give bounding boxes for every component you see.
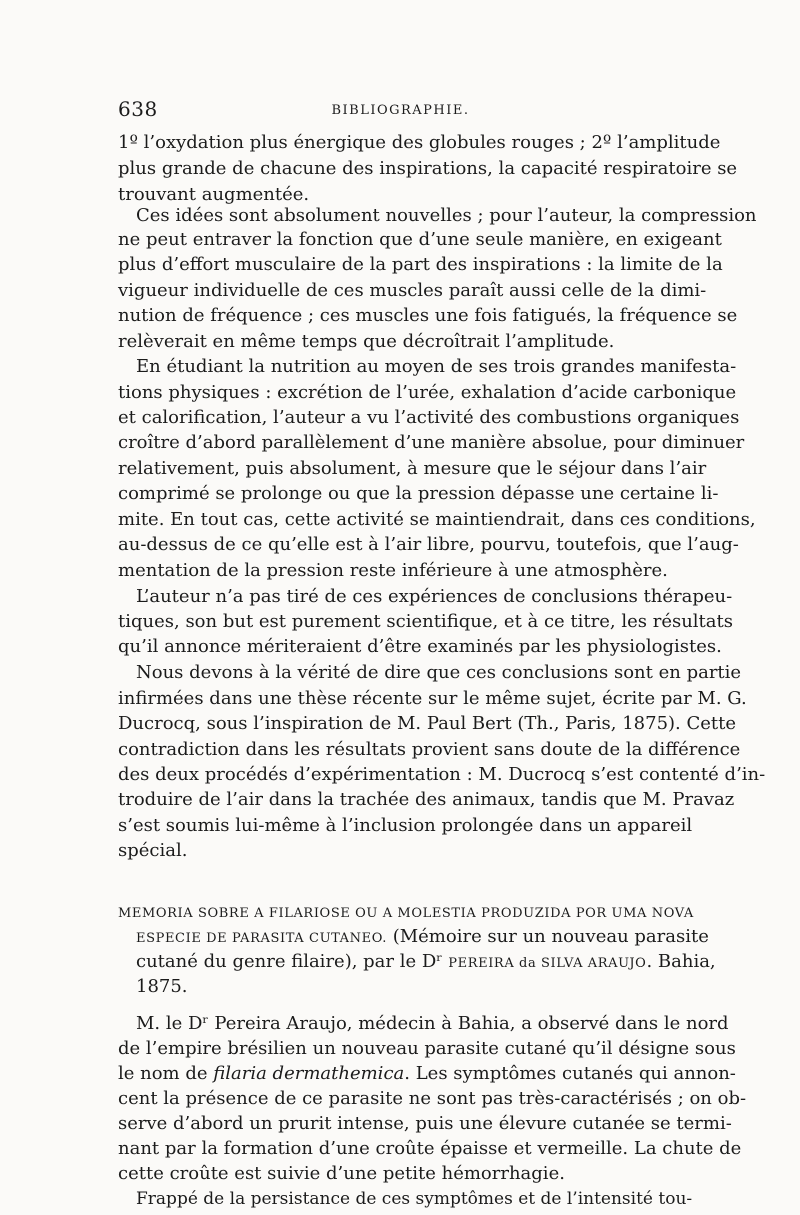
text-line: 1º l’oxydation plus énergique des globules rouges ; 2º l’amplitude [118,132,721,153]
text-line: et calorification, l’auteur a vu l’activité des combustions organiques [118,407,740,428]
text-line: trouvant augmentée. [118,184,310,205]
text-line: comprimé se prolonge ou que la pression dépasse une certaine li- [118,483,719,504]
text-line: nant par la formation d’une croûte épaisse et vermeille. La chute de [118,1138,742,1159]
text-line: M. le Dʳ Pereira Araujo, médecin à Bahia, a observé dans le nord [136,1013,729,1034]
text-line: plus grande de chacune des inspirations, la capacité respiratoire se [118,158,738,179]
text-line: relèverait en même temps que décroîtrait l’amplitude. [118,331,615,352]
text-run: . Les symptômes cutanés qui annon- [404,1063,736,1084]
reference-line [136,949,716,975]
text-line: En étudiant la nutrition au moyen de ses trois grandes manifesta- [136,356,737,377]
text-line: des deux procédés d’expérimentation : M. Ducrocq s’est contenté d’in- [118,764,766,785]
text-line: Ducrocq, sous l’inspiration de M. Paul Bert (Th., Paris, 1875). Cette [118,713,737,734]
text-line: s’est soumis lui-même à l’inclusion prolongée dans un appareil [118,815,693,836]
text-line: Frappé de la persistance de ces symptômes et de l’intensité tou- [136,1189,693,1209]
text-line: spécial. [118,840,188,861]
page-header [118,95,683,125]
text-line: contradiction dans les résultats provient sans doute de la différence [118,739,741,760]
reference-text: (Mémoire sur un nouveau parasite [386,926,709,947]
text-line: au-dessus de ce qu’elle est à l’air libre, pourvu, toutefois, que l’aug- [118,534,739,555]
text-line: serve d’abord un prurit intense, puis une élevure cutanée se termi- [118,1113,732,1134]
text-line: Ces idées sont absolument nouvelles ; pour l’auteur, la compression [136,205,757,226]
text-line: ne peut entraver la fonction que d’une seule manière, en exigeant [118,229,722,250]
reference-text: cutané du genre filaire), par le Dʳ [136,951,449,972]
text-run: le nom de [118,1063,214,1084]
text-line: troduire de l’air dans la trachée des animaux, tandis que M. Pravaz [118,789,735,810]
text-line: vigueur individuelle de ces muscles paraît aussi celle de la dimi- [118,280,707,301]
reference-author: PEREIRA da SILVA ARAUJO [448,956,647,971]
running-head: BIBLIOGRAPHIE. [331,103,470,118]
text-line: plus d’effort musculaire de la part des inspirations : la limite de la [118,254,723,275]
text-line: tiques, son but est purement scientifique, et à ce titre, les résultats [118,611,733,632]
reference-text: . Bahia, [646,951,716,972]
species-name: filaria dermathemica [213,1063,405,1084]
reference-title-text: MEMORIA SOBRE A FILARIOSE OU A MOLESTIA PRODUZIDA POR UMA NOVA [118,906,694,921]
text-line: croître d’abord parallèlement d’une manière absolue, pour diminuer [118,432,745,453]
text-line: tions physiques : excrétion de l’urée, exhalation d’acide carbonique [118,382,737,403]
text-line: relativement, puis absolument, à mesure que le séjour dans l’air [118,458,707,479]
text-line: qu’il annonce mériteraient d’être examinés par les physiologistes. [118,636,722,657]
reference-line [136,924,709,950]
text-line: cent la présence de ce parasite ne sont pas très-caractérisés ; on ob- [118,1088,747,1109]
reference-title-text: ESPECIE DE PARASITA CUTANEO. [136,931,387,946]
text-line: nution de fréquence ; ces muscles une fois fatigués, la fréquence se [118,305,738,326]
text-line: de l’empire brésilien un nouveau parasite cutané qu’il désigne sous [118,1038,736,1059]
text-line: Nous devons à la vérité de dire que ces conclusions sont en partie [136,662,742,683]
text-line: infirmées dans une thèse récente sur le même sujet, écrite par M. G. [118,688,747,709]
reference-title [118,899,694,925]
text-line [118,1061,736,1087]
text-line: cette croûte est suivie d’une petite hémorrhagie. [118,1163,565,1184]
reference-year: 1875. [136,976,188,997]
page-number: 638 [118,97,158,121]
text-line: mite. En tout cas, cette activité se maintiendrait, dans ces conditions, [118,509,756,530]
text-line: mentation de la pression reste inférieure à une atmosphère. [118,560,668,581]
text-line: L’auteur n’a pas tiré de ces expériences de conclusions thérapeu- [136,586,733,607]
